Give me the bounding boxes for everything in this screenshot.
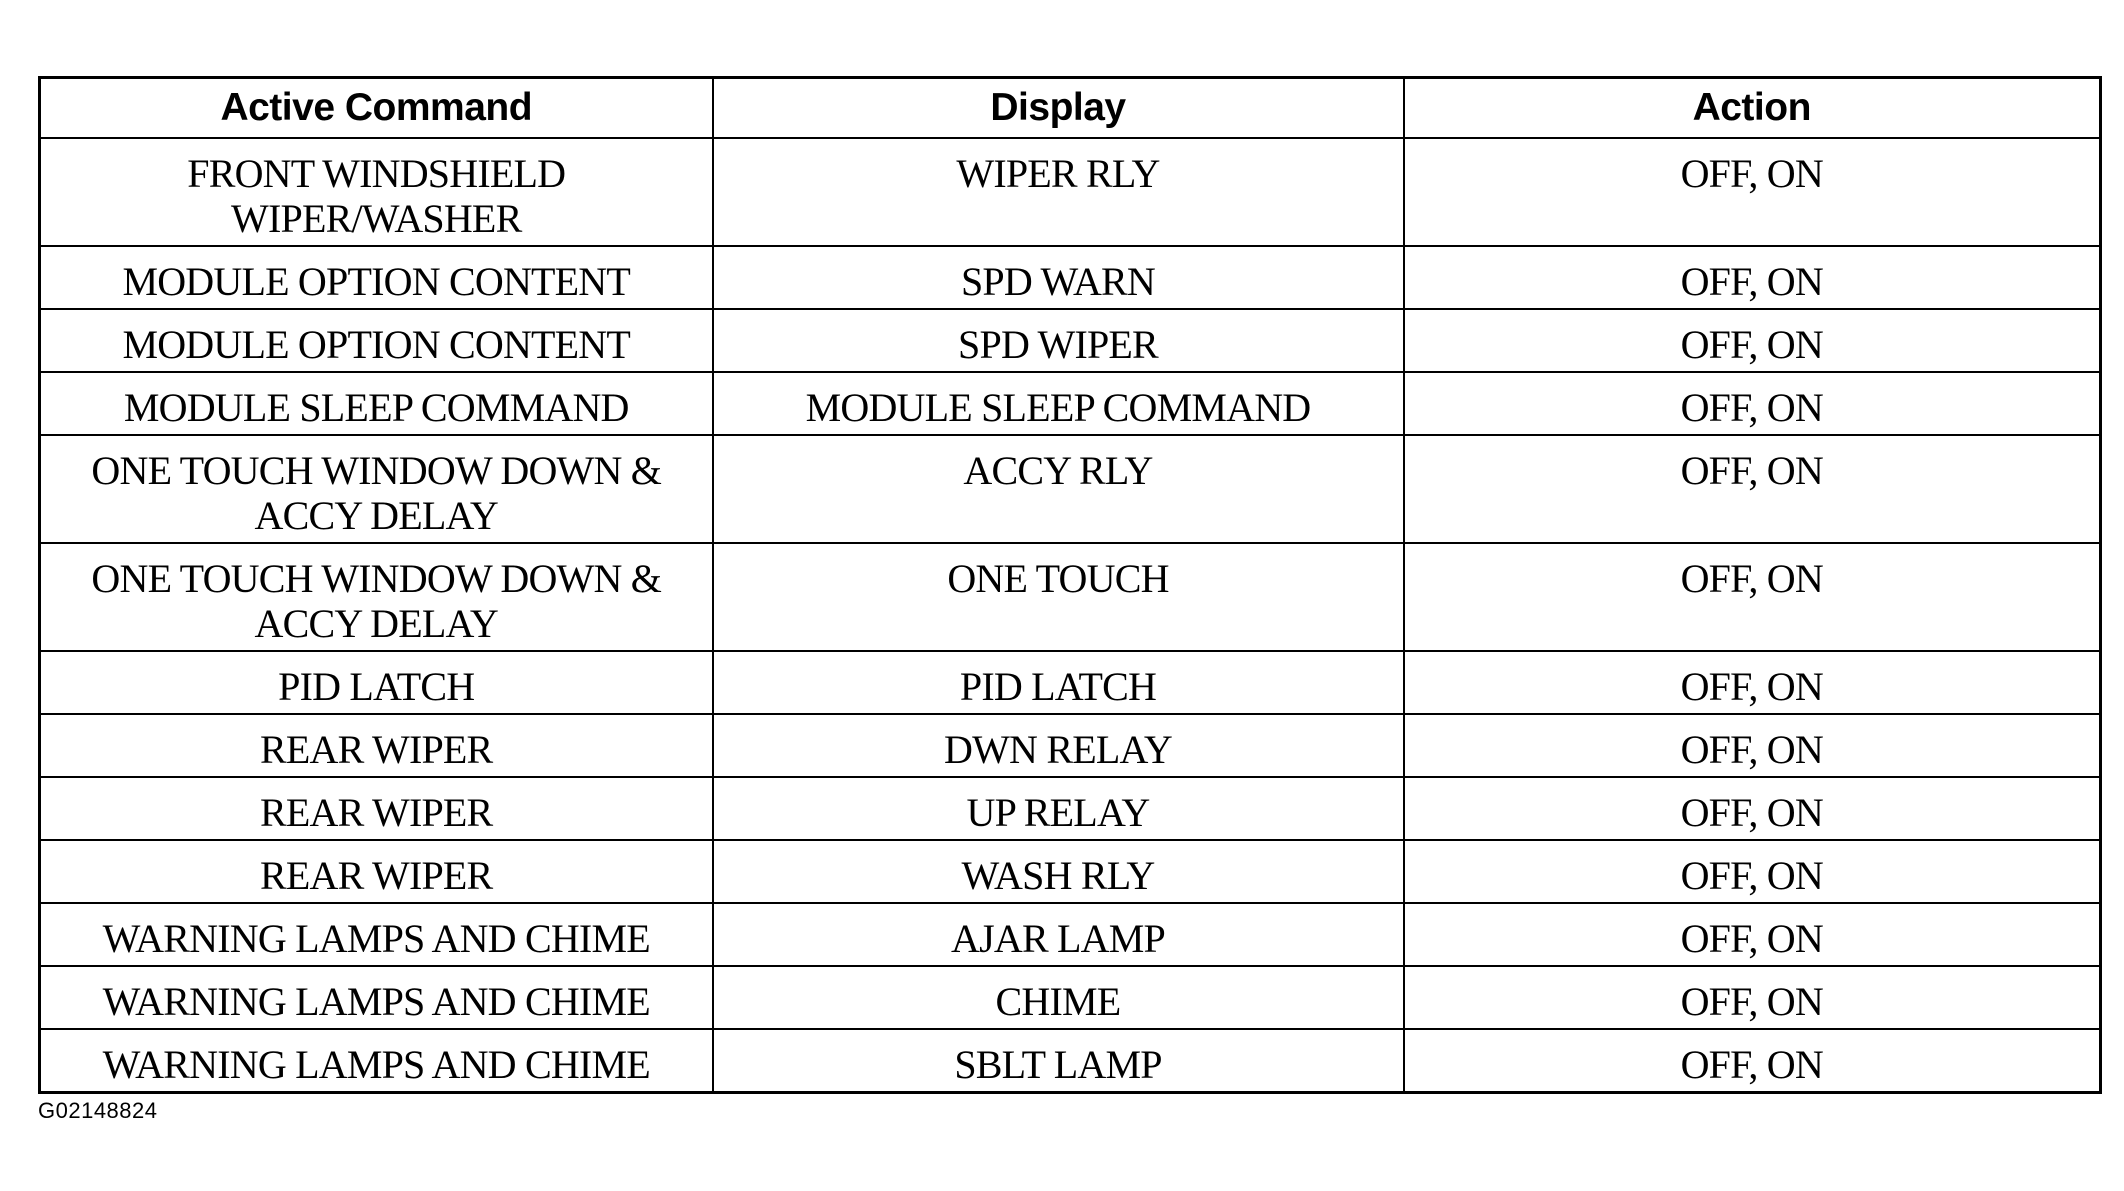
table-row [40, 435, 2101, 543]
table-row [40, 543, 2101, 651]
table-row [40, 372, 2101, 435]
cell-display: AJAR LAMP [713, 903, 1404, 966]
cell-action: OFF, ON [1404, 651, 2101, 714]
cell-display: ACCY RLY [713, 435, 1404, 543]
active-command-table-container [38, 76, 2099, 1094]
cell-action: OFF, ON [1404, 138, 2101, 246]
cell-action: OFF, ON [1404, 1029, 2101, 1093]
cell-display: WIPER RLY [713, 138, 1404, 246]
cell-command: PID LATCH [40, 651, 713, 714]
table-row [40, 714, 2101, 777]
cell-command: MODULE OPTION CONTENT [40, 309, 713, 372]
cell-command: ONE TOUCH WINDOW DOWN & ACCY DELAY [40, 543, 713, 651]
table-row [40, 138, 2101, 246]
table-row [40, 903, 2101, 966]
table-row [40, 966, 2101, 1029]
cell-display: DWN RELAY [713, 714, 1404, 777]
cell-command: REAR WIPER [40, 714, 713, 777]
cell-display: SPD WARN [713, 246, 1404, 309]
cell-action: OFF, ON [1404, 840, 2101, 903]
cell-command: MODULE OPTION CONTENT [40, 246, 713, 309]
cell-action: OFF, ON [1404, 903, 2101, 966]
cell-command: REAR WIPER [40, 840, 713, 903]
cell-action: OFF, ON [1404, 246, 2101, 309]
cell-display: ONE TOUCH [713, 543, 1404, 651]
cell-display: UP RELAY [713, 777, 1404, 840]
header-display: Display [713, 78, 1404, 139]
cell-action: OFF, ON [1404, 309, 2101, 372]
cell-action: OFF, ON [1404, 714, 2101, 777]
cell-command: ONE TOUCH WINDOW DOWN & ACCY DELAY [40, 435, 713, 543]
cell-action: OFF, ON [1404, 777, 2101, 840]
cell-display: SBLT LAMP [713, 1029, 1404, 1093]
cell-command: WARNING LAMPS AND CHIME [40, 966, 713, 1029]
header-active-command: Active Command [40, 78, 713, 139]
cell-display: SPD WIPER [713, 309, 1404, 372]
cell-action: OFF, ON [1404, 372, 2101, 435]
table-row [40, 1029, 2101, 1093]
cell-command: REAR WIPER [40, 777, 713, 840]
header-action: Action [1404, 78, 2101, 139]
cell-display: MODULE SLEEP COMMAND [713, 372, 1404, 435]
cell-display: WASH RLY [713, 840, 1404, 903]
cell-command: WARNING LAMPS AND CHIME [40, 903, 713, 966]
cell-action: OFF, ON [1404, 435, 2101, 543]
cell-command: FRONT WINDSHIELD WIPER/WASHER [40, 138, 713, 246]
cell-display: CHIME [713, 966, 1404, 1029]
cell-action: OFF, ON [1404, 966, 2101, 1029]
cell-command: WARNING LAMPS AND CHIME [40, 1029, 713, 1093]
table-row [40, 651, 2101, 714]
table-row [40, 840, 2101, 903]
table-row [40, 246, 2101, 309]
table-row [40, 777, 2101, 840]
active-command-table [38, 76, 2102, 1094]
figure-id-label: G02148824 [38, 1098, 158, 1123]
table-header-row [40, 78, 2101, 139]
cell-action: OFF, ON [1404, 543, 2101, 651]
cell-command: MODULE SLEEP COMMAND [40, 372, 713, 435]
table-row [40, 309, 2101, 372]
cell-display: PID LATCH [713, 651, 1404, 714]
